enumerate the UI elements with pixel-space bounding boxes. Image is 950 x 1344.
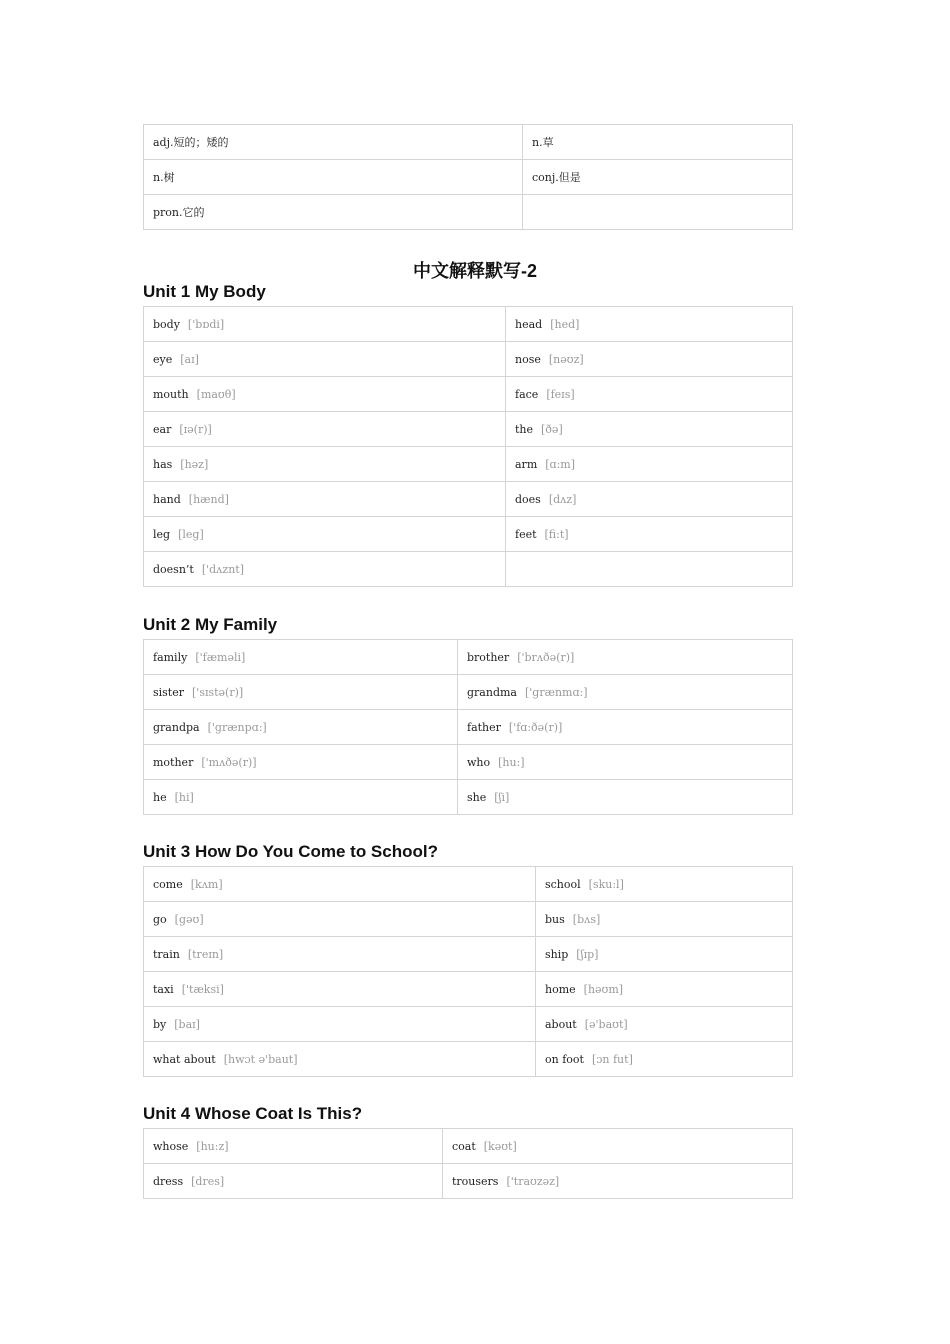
phonetic: ['fæməli] <box>195 650 246 664</box>
word: home <box>545 982 576 996</box>
word: family <box>153 650 188 664</box>
table-row <box>144 447 793 482</box>
word: face <box>515 387 539 401</box>
phonetic: [ʃi] <box>494 790 510 804</box>
word-cell <box>536 902 793 937</box>
phonetic: ['tæksi] <box>181 982 224 996</box>
word-cell <box>458 780 793 815</box>
word: mouth <box>153 387 189 401</box>
word: hand <box>153 492 181 506</box>
definition-cell: n.草 <box>523 125 793 160</box>
word-cell <box>144 780 458 815</box>
table-row <box>144 552 793 587</box>
word: has <box>153 457 173 471</box>
unit-4-table <box>143 1128 793 1199</box>
empty-cell <box>506 552 793 587</box>
table-row <box>144 1164 793 1199</box>
word-cell <box>443 1129 793 1164</box>
word: sister <box>153 685 184 699</box>
table-row <box>144 377 793 412</box>
word-cell <box>144 1129 443 1164</box>
phonetic: [kəʊt] <box>483 1139 517 1153</box>
definition-cell: pron.它的 <box>144 195 523 230</box>
definition-cell <box>523 195 793 230</box>
word: leg <box>153 527 171 541</box>
word: does <box>515 492 541 506</box>
table-row <box>144 867 793 902</box>
phonetic: [leg] <box>178 527 204 541</box>
phonetic: [ɪə(r)] <box>179 422 212 436</box>
word-cell <box>458 745 793 780</box>
word-cell <box>506 517 793 552</box>
table-row <box>144 195 793 230</box>
word: grandma <box>467 685 517 699</box>
phonetic: [ʃɪp] <box>576 947 599 961</box>
word: train <box>153 947 180 961</box>
phonetic: [hed] <box>550 317 580 331</box>
phonetic: [treɪn] <box>187 947 224 961</box>
word-cell <box>536 972 793 1007</box>
table-row <box>144 307 793 342</box>
word-cell <box>144 342 506 377</box>
word: head <box>515 317 543 331</box>
table-row <box>144 937 793 972</box>
word-cell <box>144 1007 536 1042</box>
table-row <box>144 780 793 815</box>
word: eye <box>153 352 173 366</box>
unit-2-table <box>143 639 793 815</box>
page-title: 中文解释默写-2 <box>412 261 537 281</box>
word: dress <box>153 1174 184 1188</box>
word-cell <box>144 307 506 342</box>
table-row <box>144 517 793 552</box>
word: grandpa <box>153 720 200 734</box>
phonetic: ['bɒdi] <box>187 317 225 331</box>
phonetic: [həʊm] <box>583 982 624 996</box>
phonetic: [aɪ] <box>180 352 199 366</box>
phonetic: ['grænmɑ:] <box>524 685 588 699</box>
word-cell <box>144 1164 443 1199</box>
phonetic: [həz] <box>180 457 209 471</box>
phonetic: ['brʌðə(r)] <box>517 650 575 664</box>
word-cell <box>144 675 458 710</box>
word-cell <box>144 517 506 552</box>
word: bus <box>545 912 565 926</box>
word-cell <box>506 377 793 412</box>
word-cell <box>144 447 506 482</box>
table-row <box>144 412 793 447</box>
phonetic: [hwɔt ə'baut] <box>223 1052 298 1066</box>
word: school <box>545 877 581 891</box>
word: go <box>153 912 167 926</box>
word: feet <box>515 527 537 541</box>
phonetic: [sku:l] <box>588 877 624 891</box>
word-cell <box>144 377 506 412</box>
phonetic: [feɪs] <box>546 387 575 401</box>
phonetic: [nəʊz] <box>548 352 584 366</box>
word: whose <box>153 1139 189 1153</box>
phonetic: [hu:] <box>498 755 525 769</box>
table-row <box>144 902 793 937</box>
table-row <box>144 710 793 745</box>
word: taxi <box>153 982 174 996</box>
definition-cell: n.树 <box>144 160 523 195</box>
word-cell <box>144 1042 536 1077</box>
word-cell <box>506 447 793 482</box>
word: he <box>153 790 167 804</box>
word-cell <box>506 412 793 447</box>
table-row <box>144 482 793 517</box>
table-row <box>144 972 793 1007</box>
table-row <box>144 675 793 710</box>
word-cell <box>443 1164 793 1199</box>
phonetic: [ɔn fut] <box>591 1052 633 1066</box>
unit-1-table <box>143 306 793 587</box>
word: father <box>467 720 501 734</box>
word: doesn’t <box>153 562 194 576</box>
word: nose <box>515 352 541 366</box>
word-cell <box>458 675 793 710</box>
word: she <box>467 790 487 804</box>
phonetic: [fi:t] <box>544 527 569 541</box>
word-cell <box>144 412 506 447</box>
unit-3-heading: Unit 3 How Do You Come to School? <box>143 842 438 861</box>
table-row <box>144 640 793 675</box>
unit-3-table <box>143 866 793 1077</box>
word-cell <box>144 482 506 517</box>
word-cell <box>144 710 458 745</box>
word: ship <box>545 947 569 961</box>
word-cell <box>536 937 793 972</box>
phonetic: [hu:z] <box>196 1139 229 1153</box>
table-row <box>144 1042 793 1077</box>
word-cell <box>536 867 793 902</box>
phonetic: [baɪ] <box>174 1017 200 1031</box>
word-cell <box>506 307 793 342</box>
word-cell <box>144 937 536 972</box>
word: mother <box>153 755 194 769</box>
table-row <box>144 160 793 195</box>
word-cell <box>506 482 793 517</box>
word: arm <box>515 457 538 471</box>
word: about <box>545 1017 577 1031</box>
unit-2-heading: Unit 2 My Family <box>143 615 278 634</box>
phonetic: [gəʊ] <box>174 912 204 926</box>
word-cell <box>144 552 506 587</box>
word-cell <box>144 640 458 675</box>
phonetic: [maʊθ] <box>196 387 236 401</box>
phonetic: [dres] <box>191 1174 225 1188</box>
phonetic: [bʌs] <box>572 912 601 926</box>
top-definition-table <box>143 124 793 230</box>
word-cell <box>458 640 793 675</box>
word: brother <box>467 650 510 664</box>
table-row <box>144 1129 793 1164</box>
table-row <box>144 1007 793 1042</box>
unit-1-heading: Unit 1 My Body <box>143 282 266 301</box>
phonetic: [hi] <box>174 790 194 804</box>
word-cell <box>536 1042 793 1077</box>
table-row <box>144 342 793 377</box>
word-cell <box>144 972 536 1007</box>
word-cell <box>506 342 793 377</box>
phonetic: [ɑ:m] <box>545 457 576 471</box>
phonetic: [ðə] <box>541 422 563 436</box>
word: who <box>467 755 491 769</box>
definition-cell: conj.但是 <box>523 160 793 195</box>
word-cell <box>144 867 536 902</box>
word: trousers <box>452 1174 499 1188</box>
phonetic: [dʌz] <box>548 492 577 506</box>
phonetic: [kʌm] <box>190 877 223 891</box>
word: body <box>153 317 180 331</box>
definition-cell: adj.短的；矮的 <box>144 125 523 160</box>
word: coat <box>452 1139 476 1153</box>
word: the <box>515 422 534 436</box>
word-cell <box>144 902 536 937</box>
table-row <box>144 745 793 780</box>
word-cell <box>144 745 458 780</box>
table-row <box>144 125 793 160</box>
phonetic: ['sɪstə(r)] <box>192 685 244 699</box>
phonetic: [hænd] <box>188 492 229 506</box>
phonetic: ['traʊzəz] <box>506 1174 560 1188</box>
word-cell <box>458 710 793 745</box>
phonetic: ['fɑ:ðə(r)] <box>508 720 563 734</box>
phonetic: [ə'baʊt] <box>584 1017 628 1031</box>
word: what about <box>153 1052 216 1066</box>
word-cell <box>536 1007 793 1042</box>
phonetic: ['mʌðə(r)] <box>201 755 257 769</box>
word: ear <box>153 422 172 436</box>
word: by <box>153 1017 167 1031</box>
word: come <box>153 877 183 891</box>
phonetic: ['grænpɑ:] <box>207 720 267 734</box>
phonetic: ['dʌznt] <box>201 562 244 576</box>
word: on foot <box>545 1052 584 1066</box>
unit-4-heading: Unit 4 Whose Coat Is This? <box>143 1104 363 1123</box>
